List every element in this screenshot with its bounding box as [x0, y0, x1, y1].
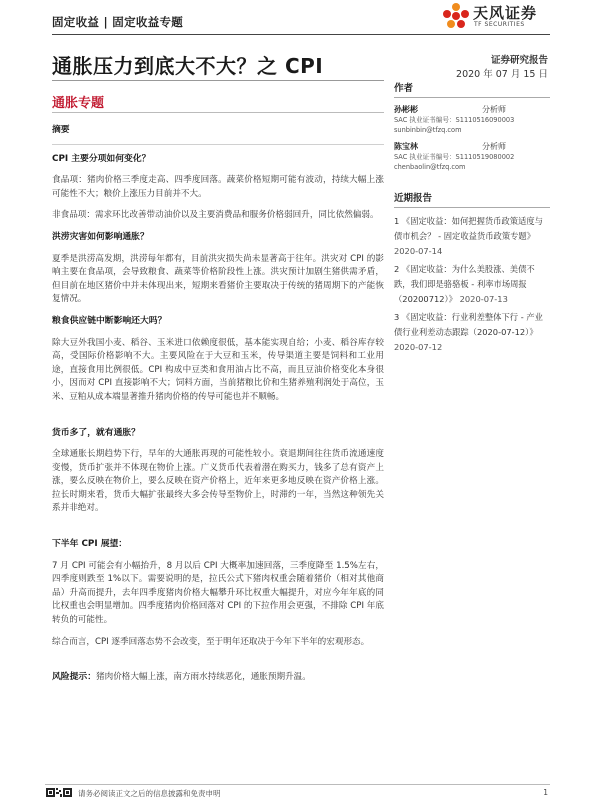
recent-report-item[interactable] — [394, 262, 550, 307]
recent-divider — [394, 207, 550, 208]
recent-report-title: 3 《固定收益：行业利差整体下行 - 产业债行业利差动态跟踪（2020-07-12）》 — [394, 312, 543, 337]
author-cert: SAC 执业证书编号：S1110519080002 — [394, 153, 515, 161]
question-heading: 货币多了，就有通胀？ — [52, 427, 140, 438]
author-block — [394, 104, 550, 135]
authors-label: 作者 — [394, 83, 414, 94]
question-heading: CPI 主要分项如何变化？ — [52, 153, 151, 164]
recent-report-date: 2020-07-13 — [459, 294, 508, 304]
logo-text-cn: 天风证券 — [473, 4, 538, 22]
paragraph: 夏季是洪涝高发期，洪涝每年都有，目前洪灾损失尚未显著高于往年。洪灾对 CPI 的影响主要在食品项，会导致粮食、蔬菜等价格阶段性上涨。洪灾预计加剧生猪供需矛盾，但目前在地区猪价中并未体现出来，短期来看猪价主要取决于传统的猪周期下的产能恢复情况。 — [52, 253, 384, 305]
author-name: 孙彬彬 — [394, 105, 418, 114]
company-logo — [443, 0, 563, 32]
main-content — [52, 124, 384, 685]
report-category: 固定收益 | 固定收益专题 — [52, 15, 184, 29]
author-email[interactable]: chenbaolin@tfzq.com — [394, 163, 466, 171]
abstract-heading: 摘要 — [52, 125, 70, 135]
risk-label: 风险提示： — [52, 672, 96, 683]
topic-divider — [52, 112, 384, 113]
title-divider — [52, 80, 384, 81]
risk-note — [52, 671, 384, 685]
sidebar — [394, 80, 550, 358]
question-heading: 洪涝灾害如何影响通胀？ — [52, 231, 149, 242]
recent-report-date: 2020-07-14 — [394, 246, 443, 256]
report-date: 2020 年 07 月 15 日 — [456, 69, 548, 80]
header-divider — [52, 34, 550, 35]
risk-text: 猪肉价格大幅上涨，南方雨水持续恶化，通胀预期升温。 — [96, 672, 311, 683]
paragraph: 全球通胀长期趋势下行，早年的大通胀再现的可能性较小。衰退期间往往货币流通速度变慢，货币扩张并不体现在物价上涨。广义货币代表着潜在购买力，钱多了总有资产上涨，要么反映在物价上，要么反映在资产价格上，近年来更多地反映在资产价格上涨。拉长时期来看，货币大幅扩张最终大多会传导至物价上，时滞约一年，当然这种领先关系并非绝对。 — [52, 449, 384, 514]
author-block — [394, 141, 550, 172]
recent-report-date: 2020-07-12 — [394, 342, 443, 352]
footer-disclaimer: 请务必阅读正文之后的信息披露和免责申明 — [78, 789, 221, 798]
qr-code-icon — [46, 788, 74, 797]
logo-mark-icon — [443, 3, 469, 29]
author-email[interactable]: sunbinbin@tfzq.com — [394, 126, 462, 134]
page-number: 1 — [543, 788, 548, 797]
paragraph: 食品项：猪肉价格三季度走高、四季度回落。蔬菜价格短期可能有波动，持续大幅上涨可能性不大；粮价上涨压力目前并不大。 — [52, 175, 384, 199]
question-heading: 下半年 CPI 展望： — [52, 539, 128, 550]
recent-report-item[interactable] — [394, 214, 550, 259]
author-name: 陈宝林 — [394, 142, 418, 151]
question-heading: 粮食供应链中断影响还大吗？ — [52, 315, 167, 326]
paragraph: 综合而言，CPI 逐季回落态势不会改变，至于明年还取决于今年下半年的宏观形态。 — [52, 636, 370, 647]
report-topic: 通胀专题 — [52, 96, 105, 111]
recent-report-title: 2 《固定收益：为什么美股涨、美债不跌，我们即是骆骆板 - 利率市场周报（20200712）》 — [394, 264, 535, 304]
recent-reports-label: 近期报告 — [394, 193, 433, 204]
footer-divider — [45, 784, 550, 785]
paragraph: 除大豆外我国小麦、稻谷、玉米进口依赖度很低，基本能实现自给；小麦、稻谷库存较高，受国际价格影响不大。主要风险在于大豆和玉米，传导渠道主要是饲料和工业用途，直接食用比例很低。CPI 构成中豆类和食用油占比不高，而且豆油价格变化本身很小，因而对 CPI 直接影响不大；饲料方面，当前猪粮比价和生猪养殖利润处于高位，玉米、豆粕从成本端显著推升猪肉价格的传导可能也并不顺畅。 — [52, 337, 384, 402]
recent-report-title: 1 《固定收益：如何把握货币政策适度与债市机会？ - 固定收益货币政策专题》 — [394, 216, 543, 241]
author-role: 分析师 — [482, 142, 506, 151]
author-role: 分析师 — [482, 105, 506, 114]
author-cert: SAC 执业证书编号：S1110516090003 — [394, 116, 515, 124]
logo-text-en: TF SECURITIES — [474, 21, 525, 28]
paragraph: 非食品项：需求环比改善带动油价以及主要消费品和服务价格弱回升，同比依然偏弱。 — [52, 210, 379, 221]
paragraph: 7 月 CPI 可能会有小幅抬升，8 月以后 CPI 大概率加速回落，三季度降至 1.5%左右，四季度则跌至 1%以下。需要说明的是，拉氏公式下猪肉权重会随着猪价（相对其他商品）升高而提升，去年四季度猪肉价格大幅攀升环比权重大幅提升，对应今年年底的同比权重也会明显增加。四季度猪肉价格回落对 CPI 的下拉作用会更强，不排除 CPI 年底转负的可能性。 — [52, 560, 384, 626]
report-type: 证券研究报告 — [490, 55, 548, 66]
report-title: 通胀压力到底大不大？之 CPI — [52, 54, 324, 78]
recent-report-item[interactable] — [394, 310, 550, 355]
authors-divider — [394, 97, 550, 98]
abstract-divider — [52, 144, 384, 145]
